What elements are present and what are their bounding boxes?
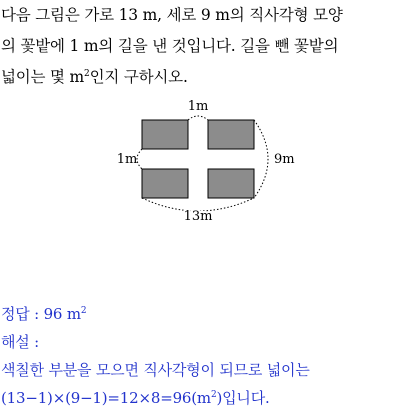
label-left: 1m [116, 152, 138, 167]
label-top: 1m [187, 99, 209, 114]
answer-value: 정답 : 96 m [1, 305, 81, 323]
flowerbed-bottom-right [208, 169, 254, 198]
explanation-end: )입니다. [216, 389, 270, 407]
label-right: 9m [274, 152, 295, 167]
brace-right [254, 120, 268, 198]
answer-line [1, 300, 399, 328]
brace-top [188, 116, 208, 120]
square-unit-exponent: 2 [84, 69, 90, 79]
explanation-unit-exponent: 2 [210, 390, 217, 400]
problem-line-3-start: 넓이는 몇 m [1, 68, 85, 86]
explanation-line-2 [1, 384, 399, 412]
problem-line-2: 의 꽃밭에 1 m의 길을 낸 것입니다. 길을 뺀 꽃밭의 [1, 37, 339, 55]
flowerbed-figure [100, 96, 310, 226]
answer-unit-exponent: 2 [80, 306, 87, 316]
flowerbed-bottom-left [142, 169, 188, 198]
problem-line-1: 다음 그림은 가로 13 m, 세로 9 m의 직사각형 모양 [1, 6, 343, 24]
answer-section [1, 300, 399, 412]
explanation-title: 해설 : [1, 333, 40, 351]
label-bottom: 13m [183, 209, 213, 224]
problem-line-3-end: 인지 구하시오. [89, 68, 188, 86]
brace-left [137, 149, 142, 169]
flowerbed-top-left [142, 120, 188, 149]
flowerbed-top-right [208, 120, 254, 149]
explanation-formula: (13−1)×(9−1)=12×8=96(m [1, 389, 211, 407]
explanation-line-1: 색칠한 부분을 모으면 직사각형이 되므로 넓이는 [1, 361, 310, 379]
problem-line-3 [1, 62, 399, 93]
problem-text [1, 0, 399, 93]
